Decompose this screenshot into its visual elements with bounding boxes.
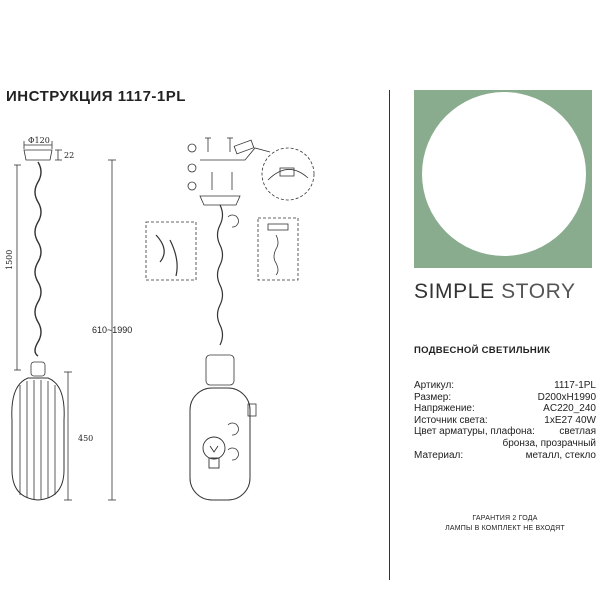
chain: [35, 162, 41, 356]
spec-continuation: бронза, прозрачный: [502, 437, 596, 449]
spec-label: Цвет арматуры, плафона:: [414, 426, 535, 438]
warranty-line: ГАРАНТИЯ 2 ГОДА: [472, 515, 538, 522]
spec-value: светлая: [559, 426, 596, 438]
assembly-steps: [146, 138, 314, 500]
brand-name: [414, 280, 576, 304]
spec-row: [414, 426, 596, 438]
spec-value: 1117-1PL: [554, 380, 596, 391]
brand-name-part1: SIMPLE: [414, 280, 495, 303]
spec-row: [414, 380, 596, 392]
spec-label: Размер:: [414, 391, 452, 403]
spec-value: D200xH1990: [537, 391, 596, 403]
dim-total-height: 610~1990: [92, 325, 133, 335]
spec-table: [414, 380, 596, 461]
brand-name-part2: STORY: [501, 280, 576, 303]
assembly-drawing: [0, 110, 385, 590]
spec-label: Артикул:: [414, 380, 455, 391]
dim-canopy-height: 22: [64, 151, 75, 160]
spec-value: AC220_240: [543, 403, 596, 415]
product-type: ПОДВЕСНОЙ СВЕТИЛЬНИК: [414, 345, 551, 356]
brand-logo-panel: [414, 90, 592, 268]
socket: [31, 362, 45, 376]
spec-label: Материал:: [414, 449, 464, 461]
spec-label: Источник света:: [414, 414, 488, 426]
brand-logo-circle: [422, 92, 586, 256]
dim-shade-height: 450: [78, 434, 94, 443]
spec-row: [414, 415, 596, 427]
canopy: [24, 150, 52, 160]
glass-shade: [190, 388, 250, 500]
bulb-icon: [203, 437, 225, 468]
spec-row: [414, 450, 596, 462]
spec-row: [414, 403, 596, 415]
dim-chain-length: 1500: [5, 249, 14, 270]
document-title: ИНСТРУКЦИЯ 1117-1PL: [6, 88, 186, 105]
spec-value: металл, стекло: [525, 449, 596, 461]
dimension-drawing: [12, 141, 116, 500]
spec-value: 1xE27 40W: [544, 414, 596, 426]
rotate-arrow-icon: [228, 215, 238, 227]
spec-label: Напряжение:: [414, 403, 475, 415]
screw-icon: [205, 138, 233, 152]
warranty-note: [414, 514, 596, 534]
lamps-note-line: ЛАМПЫ В КОМПЛЕКТ НЕ ВХОДЯТ: [445, 525, 565, 532]
dim-canopy-diameter: Φ120: [28, 136, 50, 145]
spec-row: [414, 392, 596, 404]
vertical-divider: [389, 90, 390, 580]
